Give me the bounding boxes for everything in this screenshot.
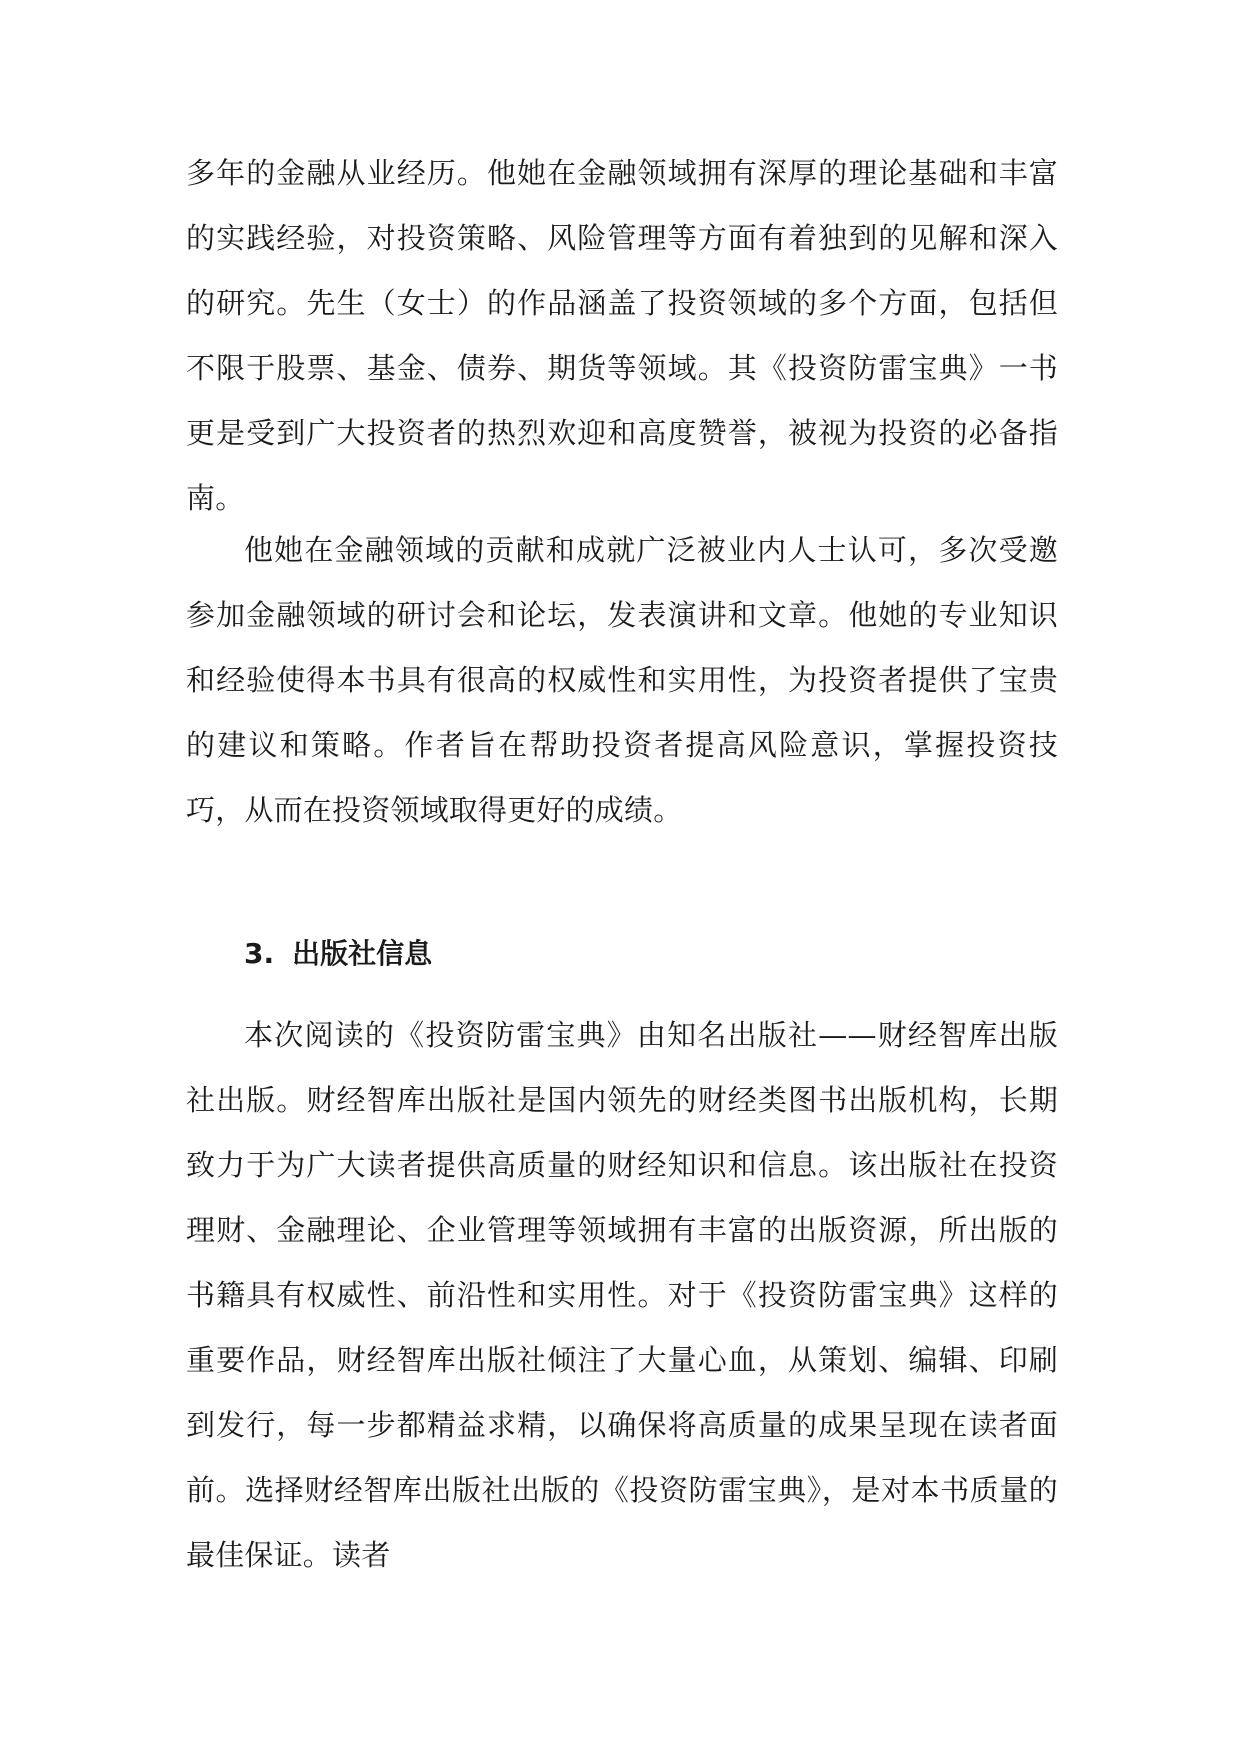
section-heading [244, 924, 432, 984]
section-title: 出版社信息 [292, 937, 433, 970]
publisher-info-paragraph: 本次阅读的《投资防雷宝典》由知名出版社——财经智库出版社出版。财经智库出版社是国内领先的财经类图书出版机构，长期致力于为广大读者提供高质量的财经知识和信息。该出版社在投资理财、金融理论、企业管理等领域拥有丰富的出版资源，所出版的书籍具有权威性、前沿性和实用性。对于《投资防雷宝典》这样的重要作品，财经智库出版社倾注了大量心血，从策划、编辑、印刷到发行，每一步都精益求精，以确保将高质量的成果呈现在读者面前。选择财经智库出版社出版的《投资防雷宝典》，是对本书质量的最佳保证。读者 [186, 1018, 1058, 1572]
author-background-paragraph-block [186, 141, 1058, 531]
author-background-paragraph: 多年的金融从业经历。他她在金融领域拥有深厚的理论基础和丰富的实践经验，对投资策略、风险管理等方面有着独到的见解和深入的研究。先生（女士）的作品涵盖了投资领域的多个方面，包括但不限于股票、基金、债券、期货等领域。其《投资防雷宝典》一书更是受到广大投资者的热烈欢迎和高度赞誉，被视为投资的必备指南。 [186, 156, 1058, 515]
author-contribution-paragraph-block [186, 518, 1058, 843]
author-contribution-paragraph: 他她在金融领域的贡献和成就广泛被业内人士认可，多次受邀参加金融领域的研讨会和论坛，发表演讲和文章。他她的专业知识和经验使得本书具有很高的权威性和实用性，为投资者提供了宝贵的建议和策略。作者旨在帮助投资者提高风险意识，掌握投资技巧，从而在投资领域取得更好的成绩。 [186, 533, 1058, 827]
section-number: 3. [244, 937, 275, 970]
publisher-info-paragraph-block [186, 1003, 1058, 1588]
